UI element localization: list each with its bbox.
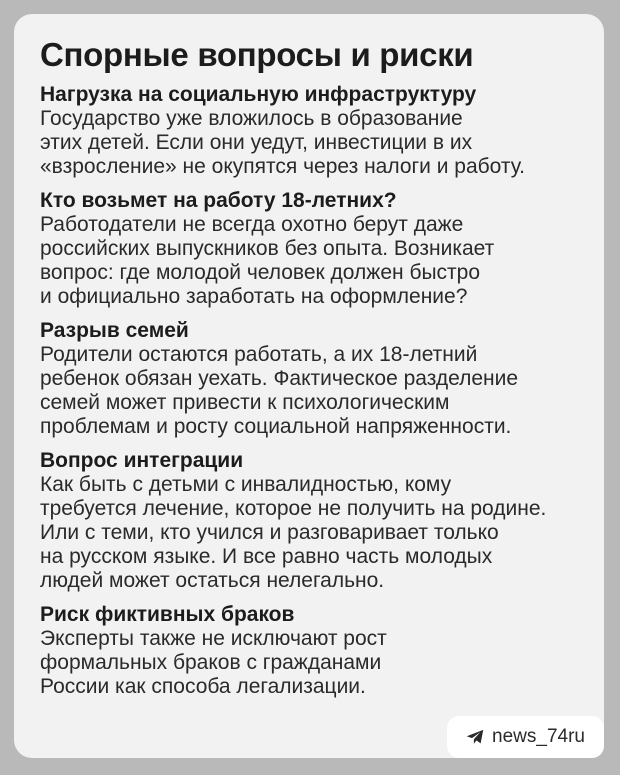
section-integration: [40, 448, 584, 593]
content-card: [14, 14, 604, 758]
section-employment: [40, 188, 584, 309]
section-family-separation: [40, 318, 584, 439]
section-social-infrastructure: [40, 82, 584, 179]
page-title: Спорные вопросы и риски: [40, 36, 474, 73]
section-body: Эксперты также не исключают рост формальных браков с гражданами России как способа легализации.: [40, 627, 387, 698]
section-heading: Нагрузка на социальную инфраструктуру: [40, 83, 477, 106]
channel-name: news_74ru: [492, 726, 585, 747]
section-fictitious-marriages: [40, 602, 584, 699]
section-heading: Кто возьмет на работу 18-летних?: [40, 189, 397, 212]
section-heading: Риск фиктивных браков: [40, 603, 295, 626]
section-body: Государство уже вложилось в образование этих детей. Если они уедут, инвестиции в их «взросление» не окупятся через налоги и работу.: [40, 107, 525, 178]
section-heading: Вопрос интеграции: [40, 449, 244, 472]
section-body: Работодатели не всегда охотно берут даже российских выпускников без опыта. Возникает вопрос: где молодой человек должен быстро и официально заработать на оформление?: [40, 213, 495, 308]
telegram-plane-icon: [466, 729, 484, 745]
section-body: Родители остаются работать, а их 18-летний ребенок обязан уехать. Фактическое разделение семей может привести к психологическим проблемам и росту социальной напряженности.: [40, 343, 519, 438]
section-body: Как быть с детьми с инвалидностью, кому требуется лечение, которое не получить на родине. Или с теми, кто учился и разговаривает только на русском языке. И все равно часть молодых людей может остаться нелегально.: [40, 473, 547, 592]
section-heading: Разрыв семей: [40, 319, 189, 342]
source-badge[interactable]: [447, 716, 604, 758]
